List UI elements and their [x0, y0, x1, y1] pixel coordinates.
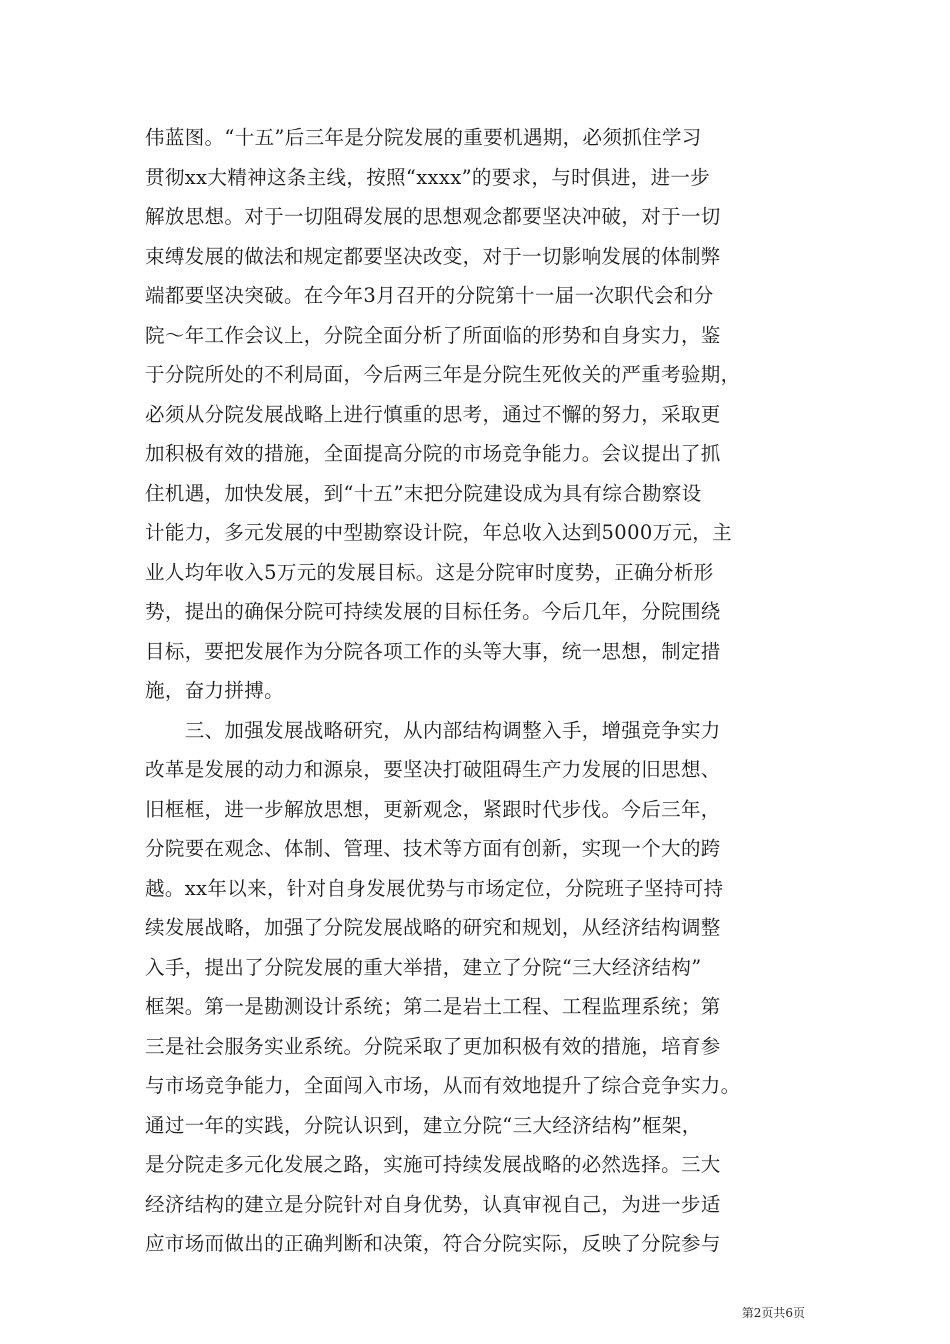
text-line: 势，提出的确保分院可持续发展的目标任务。今后几年，分院围绕: [145, 600, 721, 623]
text-line: 计能力，多元发展的中型勘察设计院，年总收入达到5000万元，主: [145, 521, 732, 544]
text-line: 贯彻xx大精神这条主线，按照“xxxx”的要求，与时俱进，进一步: [145, 165, 711, 189]
text-line: 是分院走多元化发展之路，实施可持续发展战略的必然选择。三大: [145, 1153, 721, 1176]
text-line: 经济结构的建立是分院针对自身优势，认真审视自己，为进一步适: [145, 1192, 721, 1216]
text-line: 住机遇，加快发展，到“十五”末把分院建设成为具有综合勘察设: [145, 481, 702, 505]
text-line: 施，奋力拼搏。: [145, 679, 284, 702]
text-line: 应市场而做出的正确判断和决策，符合分院实际，反映了分院参与: [145, 1232, 721, 1255]
text-line: 业人均年收入5万元的发展目标。这是分院审时度势，正确分析形: [145, 560, 714, 584]
text-line: 分院要在观念、体制、管理、技术等方面有创新，实现一个大的跨: [145, 837, 721, 860]
text-line: 必须从分院发展战略上进行慎重的思考，通过不懈的努力，采取更: [145, 402, 721, 426]
text-line: 旧框框，进一步解放思想，更新观念，紧跟时代步伐。今后三年，: [145, 797, 721, 821]
text-line: 目标，要把发展作为分院各项工作的头等大事，统一思想，制定措: [145, 639, 721, 663]
section-heading-line: 三、加强发展战略研究，从内部结构调整入手，增强竞争实力: [145, 718, 721, 742]
text-line: 伟蓝图。“十五”后三年是分院发展的重要机遇期，必须抓住学习: [145, 126, 702, 149]
text-line: 框架。第一是勘测设计系统；第二是岩土工程、工程监理系统；第: [145, 995, 721, 1018]
text-line: 端都要坚决突破。在今年3月召开的分院第十一届一次职代会和分: [145, 284, 714, 307]
page-number-footer: 第2页共6页: [741, 1306, 805, 1320]
text-line: 与市场竞争能力，全面闯入市场，从而有效地提升了综合竞争实力。: [145, 1074, 741, 1097]
text-line: 于分院所处的不利局面，今后两三年是分院生死攸关的严重考验期，: [145, 363, 741, 386]
body-text: [145, 118, 815, 1264]
text-line: 越。xx年以来，针对自身发展优势与市场定位，分院班子坚持可持: [145, 876, 724, 900]
text-line: 续发展战略，加强了分院发展战略的研究和规划，从经济结构调整: [145, 916, 721, 939]
text-line: 通过一年的实践，分院认识到，建立分院“三大经济结构”框架，: [145, 1113, 702, 1137]
text-line: 入手，提出了分院发展的重大举措，建立了分院“三大经济结构”: [145, 955, 702, 979]
text-line: 三是社会服务实业系统。分院采取了更加积极有效的措施，培育参: [145, 1034, 721, 1058]
text-line: 解放思想。对于一切阻碍发展的思想观念都要坚决冲破，对于一切: [145, 205, 721, 228]
text-line: 院～年工作会议上，分院全面分析了所面临的形势和自身实力，鉴: [145, 323, 721, 347]
text-line: 束缚发展的做法和规定都要坚决改变，对于一切影响发展的体制弊: [145, 244, 721, 268]
text-line: 加积极有效的措施，全面提高分院的市场竞争能力。会议提出了抓: [145, 442, 721, 465]
text-line: 改革是发展的动力和源泉，要坚决打破阻碍生产力发展的旧思想、: [145, 758, 721, 781]
